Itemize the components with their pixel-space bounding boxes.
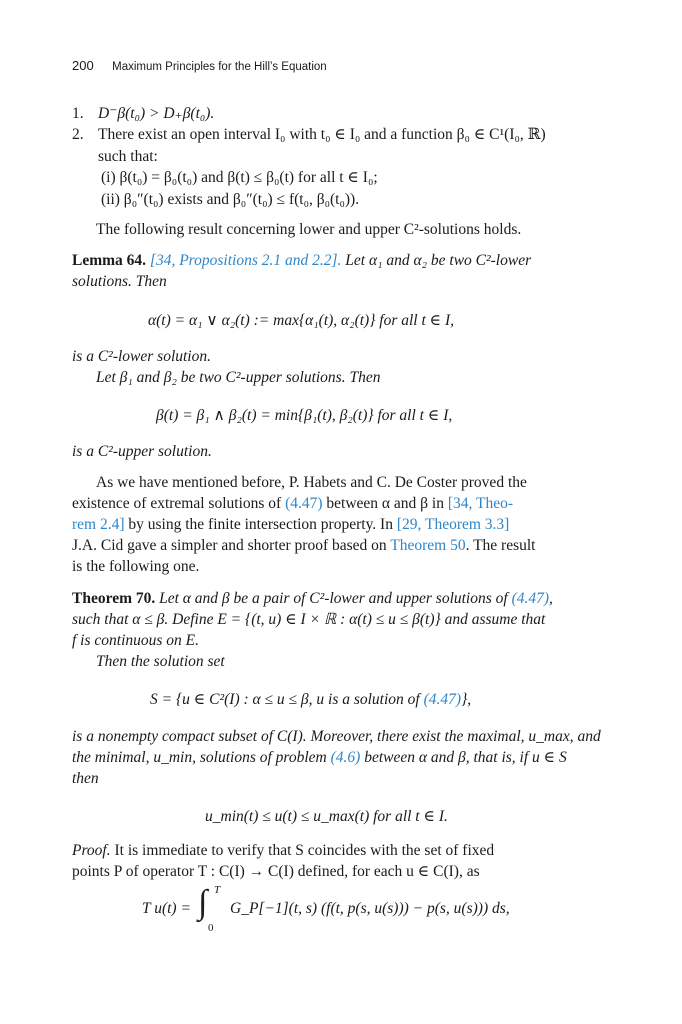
proof-equation — [142, 886, 562, 936]
lemma-equation-2: β(t) = β₁ ∧ β₂(t) = min{β₁(t), β₂(t)} for all t ∈ I, — [156, 407, 453, 424]
theorem-50-link[interactable]: Theorem 50 — [390, 537, 466, 554]
eq-ref-4-47[interactable]: (4.47) — [423, 691, 462, 708]
integral-upper-limit: T — [214, 884, 221, 896]
integral-sign: ∫ — [198, 884, 208, 921]
text-span: It is immediate to verify that S coincides with the set of fixed — [114, 842, 495, 859]
sub-item-i: (i) β(t₀) = β₀(t₀) and β(t) ≤ β₀(t) for all t ∈ I₀; — [101, 169, 378, 186]
list-item-1 — [72, 103, 582, 124]
integral-lower-limit: 0 — [208, 922, 214, 934]
lemma-ref[interactable]: [34, Propositions 2.1 and 2.2]. — [149, 252, 342, 269]
text-span: the minimal, u_min, solutions of problem — [72, 749, 331, 766]
list-text: There exist an open interval I₀ with t₀ ∈ I₀ and a function β₀ ∈ C¹(I₀, ℝ) — [98, 126, 546, 143]
text-span: between α and β in — [322, 495, 448, 512]
text-span: by using the finite intersection property. In — [124, 516, 397, 533]
text-span: . The result — [465, 537, 536, 554]
theorem-line-7: then — [72, 770, 99, 787]
text-span: J.A. Cid gave a simpler and shorter proof based on — [72, 537, 391, 554]
eq-ref-4-6[interactable]: (4.6) — [330, 749, 361, 766]
paragraph-line-2 — [72, 493, 582, 514]
page-number: 200 — [72, 58, 94, 73]
paragraph-line-3 — [72, 514, 582, 535]
theorem-line-1 — [72, 588, 582, 609]
theorem-equation-2: u_min(t) ≤ u(t) ≤ u_max(t) for all t ∈ I. — [205, 808, 448, 825]
lemma-line-1-text: Let α₁ and α₂ be two C²-lower — [345, 252, 532, 269]
list-item-2-cont: such that: — [98, 148, 158, 165]
lemma-after-eq1: is a C²-lower solution. — [72, 348, 211, 365]
proof-line-1 — [72, 840, 582, 861]
theorem-line-3: f is continuous on E. — [72, 632, 200, 649]
proof-label: Proof. — [72, 842, 111, 859]
lemma-beta-intro: Let β₁ and β₂ be two C²-upper solutions. Then — [96, 369, 381, 386]
list-item-2 — [72, 124, 582, 145]
running-header — [72, 57, 327, 75]
theorem-line-6 — [72, 747, 582, 768]
sub-item-ii: (ii) β₀″(t₀) exists and β₀″(t₀) ≤ f(t₀, β₀(t₀)). — [101, 191, 360, 208]
citation-34[interactable]: [34, Theo- — [447, 495, 514, 512]
theorem-line-5: is a nonempty compact subset of C(I). Moreover, there exist the maximal, u_max, and — [72, 728, 601, 745]
eq-ref-4-47[interactable]: (4.47) — [285, 495, 323, 512]
citation-34-cont[interactable]: rem 2.4] — [72, 516, 125, 533]
lemma-label: Lemma 64. — [72, 252, 147, 269]
following-result-text: The following result concerning lower and upper C²-solutions holds. — [96, 221, 522, 238]
text-span: existence of extremal solutions of — [72, 495, 286, 512]
theorem-equation-1 — [150, 689, 580, 710]
equation-rhs: G_P[−1](t, s) (f(t, p(s, u(s))) − p(s, u(s))) ds, — [230, 900, 510, 917]
text-span: Let α and β be a pair of C²-lower and upper solutions of — [159, 590, 512, 607]
text-span: }, — [461, 691, 472, 708]
equation-lhs: T u(t) = — [142, 900, 191, 917]
theorem-line-2: such that α ≤ β. Define E = {(t, u) ∈ I × ℝ : α(t) ≤ u ≤ β(t)} and assume that — [72, 611, 546, 628]
text-span: between α and β, that is, if u ∈ S — [360, 749, 567, 766]
paragraph-line-4 — [72, 535, 582, 556]
citation-29[interactable]: [29, Theorem 3.3] — [396, 516, 510, 533]
theorem-line-4: Then the solution set — [96, 653, 225, 670]
lemma-equation-1: α(t) = α₁ ∨ α₂(t) := max{α₁(t), α₂(t)} for all t ∈ I, — [148, 312, 455, 329]
eq-ref-4-47[interactable]: (4.47) — [511, 590, 550, 607]
lemma-after-eq2: is a C²-upper solution. — [72, 443, 212, 460]
list-number: 1. — [72, 105, 84, 122]
lemma-line-2: solutions. Then — [72, 273, 167, 290]
paragraph-line-5: is the following one. — [72, 558, 200, 575]
text-span: S = {u ∈ C²(I) : α ≤ u ≤ β, u is a solution of — [150, 691, 424, 708]
list-number: 2. — [72, 126, 84, 143]
running-title: Maximum Principles for the Hill’s Equation — [112, 61, 327, 73]
text-span: , — [549, 590, 553, 607]
paragraph-line-1: As we have mentioned before, P. Habets and C. De Coster proved the — [96, 474, 527, 491]
lemma-line-1 — [72, 250, 584, 271]
proof-line-2: points P of operator T : C(I) → C(I) defined, for each u ∈ C(I), as — [72, 863, 480, 880]
theorem-label: Theorem 70. — [72, 590, 156, 607]
list-text: D⁻β(t₀) > D₊β(t₀). — [98, 105, 215, 122]
